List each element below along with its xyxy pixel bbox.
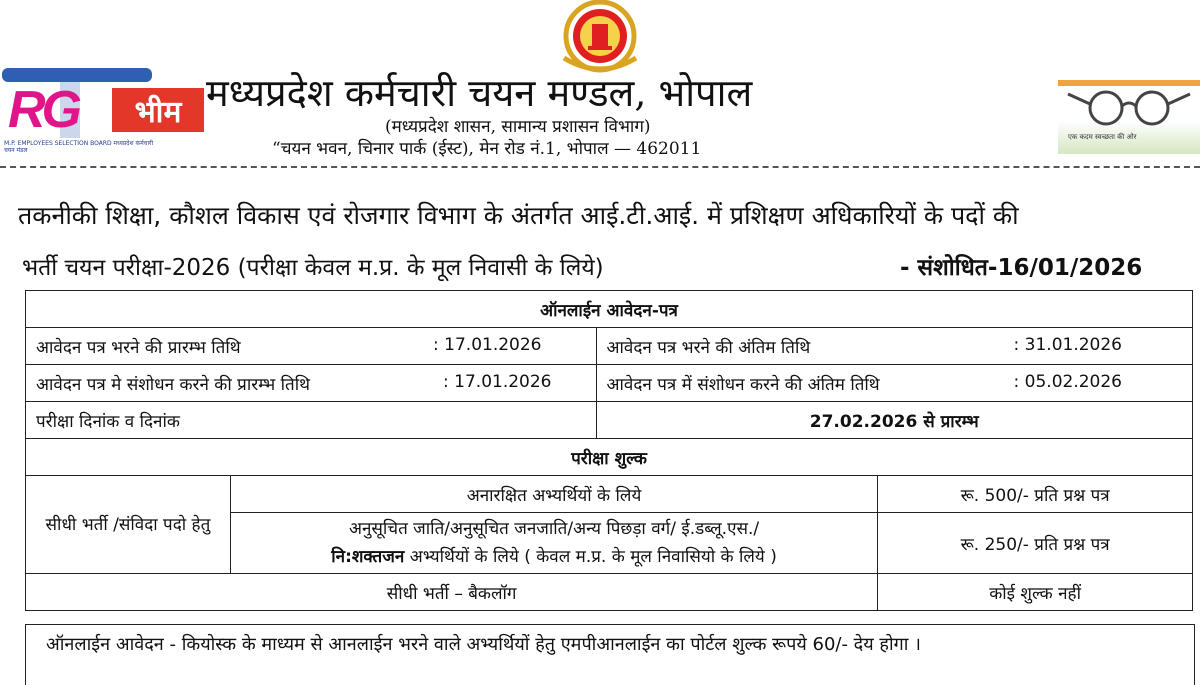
end-date-label: आवेदन पत्र भरने की अंतिम तिथि: [606, 337, 811, 358]
edit-start-label: आवेदन पत्र मे संशोधन करने की प्रारम्भ तिथि: [36, 374, 311, 395]
bhim-badge-text: भीम: [134, 95, 182, 130]
brand-rg-text: RG: [8, 81, 78, 139]
reserved-fee: रू. 250/- प्रति प्रश्न पत्र: [878, 513, 1193, 574]
edit-end-value: : 05.02.2026: [1013, 371, 1122, 392]
backlog-fee: कोई शुल्क नहीं: [878, 574, 1193, 611]
unreserved-fee: रू. 500/- प्रति प्रश्न पत्र: [878, 476, 1193, 513]
reserved-label-line1: अनुसूचित जाति/अनुसूचित जनजाति/अन्य पिछड़ा वर्ग/ ई.डब्लू.एस./: [348, 519, 760, 539]
start-date-cell: [26, 328, 597, 365]
edit-start-value: : 17.01.2026: [443, 371, 552, 392]
notice-heading-line2: भर्ती चयन परीक्षा-2026 (परीक्षा केवल म.प्र. के मूल निवासी के लिये): [22, 255, 604, 281]
exam-date-label: परीक्षा दिनांक व दिनांक: [26, 402, 597, 439]
org-subtitle: (मध्यप्रदेश शासन, सामान्य प्रशासन विभाग): [385, 117, 651, 137]
edit-end-label: आवेदन पत्र में संशोधन करने की अंतिम तिथि: [606, 374, 880, 395]
backlog-label: सीधी भर्ती – बैकलॉग: [26, 574, 878, 611]
end-date-value: : 31.01.2026: [1013, 334, 1122, 355]
end-date-cell: [596, 328, 1193, 365]
schedule-table: [25, 290, 1193, 611]
online-application-header: ऑनलाईन आवेदन-पत्र: [26, 291, 1193, 328]
exam-fee-header: परीक्षा शुल्क: [26, 439, 1193, 476]
start-date-value: : 17.01.2026: [433, 334, 542, 355]
board-logo-subtext: M.P. EMPLOYEES SELECTION BOARD मध्यप्रदेश कर्मचारी चयन मंडल: [4, 140, 154, 154]
edit-start-cell: [26, 365, 597, 402]
org-title: मध्यप्रदेश कर्मचारी चयन मण्डल, भोपाल: [206, 71, 753, 115]
swachh-bharat-logo: [1058, 80, 1200, 154]
exam-date-value: 27.02.2026 से प्रारम्भ: [596, 402, 1193, 439]
reserved-label-line2: [241, 543, 867, 571]
reserved-label-cell: [230, 513, 877, 574]
swachh-caption: एक कदम स्वच्छता की ओर: [1068, 133, 1137, 141]
reserved-label-rest: अभ्यर्थियों के लिये ( केवल म.प्र. के मूल निवासियो के लिये ): [404, 547, 777, 567]
unreserved-label: अनारक्षित अभ्यर्थियों के लिये: [230, 476, 877, 513]
start-date-label: आवेदन पत्र भरने की प्रारम्भ तिथि: [36, 337, 241, 358]
org-address: “चयन भवन, चिनार पार्क (ईस्ट), मेन रोड नं.1, भोपाल — 462011: [272, 139, 702, 159]
notice-heading-line1: तकनीकी शिक्षा, कौशल विकास एवं रोजगार विभाग के अंतर्गत आई.टी.आई. में प्रशिक्षण अधिकारियों के पदों की: [18, 201, 1019, 230]
portal-fee-notice: ऑनलाईन आवेदन - कियोस्क के माध्यम से आनलाईन भरने वाले अभ्यर्थियों हेतु एमपीआनलाईन का पोर्टल शुल्क रूपये 60/- देय होगा ।: [46, 634, 921, 655]
category-label: सीधी भर्ती /संविदा पदो हेतु: [26, 476, 231, 574]
edit-end-cell: [596, 365, 1193, 402]
reserved-label-bold: नि:शक्तजन: [331, 547, 405, 567]
revised-date: - संशोधित-16/01/2026: [900, 255, 1143, 281]
header-divider: [0, 166, 1200, 168]
